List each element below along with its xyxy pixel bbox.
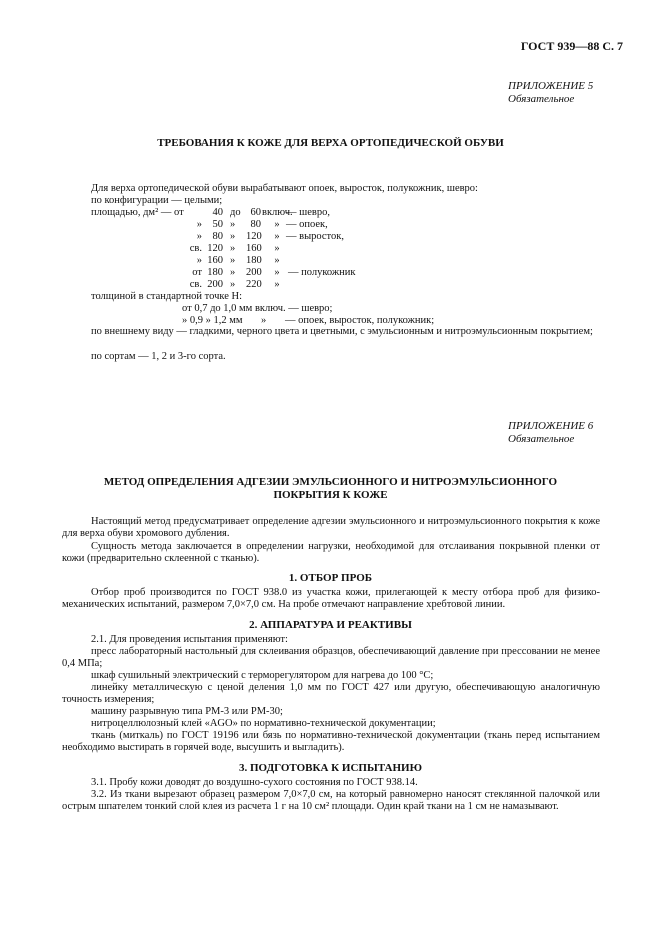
section-3-title: 3. ПОДГОТОВКА К ИСПЫТАНИЮ <box>239 762 422 774</box>
area-row-5-prefix: » <box>196 255 202 266</box>
method-paragraph-2: Сущность метода заключается в определении нагрузки, необходимой для отслаивания покрывной пленки от кожи (предварительно склеенной с тканью). <box>62 541 600 565</box>
area-row-6-to: 200 <box>246 267 262 278</box>
section-2-title: 2. АППАРАТУРА И РЕАКТИВЫ <box>249 619 412 631</box>
area-row-7-suffix: » <box>274 279 280 290</box>
area-row-2-to: 80 <box>250 219 261 230</box>
grades-line: по сортам — 1, 2 и 3-го сорта. <box>91 351 226 362</box>
area-row-6-from: 180 <box>207 267 223 278</box>
area-row-3-from: 80 <box>212 231 223 242</box>
area-row-5-sep: » <box>230 255 236 266</box>
area-row-6-sep: » <box>230 267 236 278</box>
area-row-2-from: 50 <box>212 219 223 230</box>
area-label: площадью, дм² — от <box>91 207 184 218</box>
area-row-6-suffix: » <box>274 267 280 278</box>
area-row-4-to: 160 <box>246 243 262 254</box>
area-row-2-suffix: » <box>274 219 280 230</box>
area-row-5-suffix: » <box>274 255 280 266</box>
section-2-ruler: линейку металлическую с ценой деления 1,0 мм по ГОСТ 427 или другую, обеспечивающую аналогичную точность измерения; <box>62 682 600 706</box>
area-row-3-sep: » <box>230 231 236 242</box>
section-2-fabric: ткань (миткаль) по ГОСТ 19196 или бязь по нормативно-технической документации (ткань перед испытанием необходимо выстирать в горячей воде, высушить и выгладить). <box>62 730 600 754</box>
area-row-3-result: — выросток, <box>286 231 344 242</box>
method-paragraph-1: Настоящий метод предусматривает определение адгезии эмульсионного и нитроэмульсионного покрытия к коже для верха обуви хромового дубления. <box>62 516 600 540</box>
area-row-1-result: — шевро, <box>286 207 330 218</box>
appendix-6-title-line-2: ПОКРЫТИЯ К КОЖЕ <box>273 489 388 501</box>
area-row-1-suffix: включ. <box>262 207 293 218</box>
thickness-row-1: от 0,7 до 1,0 мм включ. — шевро; <box>182 303 333 314</box>
area-row-1-from: 40 <box>212 207 223 218</box>
appendix-5-status: Обязательное <box>508 93 575 105</box>
thickness-row-2-result: — опоек, выросток, полукожник; <box>285 315 435 326</box>
area-row-1-to: 60 <box>250 207 261 218</box>
area-row-6-result: — полукожник <box>288 267 356 278</box>
appearance-paragraph: по внешнему виду — гладкими, черного цвета и цветными, с эмульсионным и нитроэмульсионным покрытием; <box>91 326 593 337</box>
area-row-3-to: 120 <box>246 231 262 242</box>
section-1-text: Отбор проб производится по ГОСТ 938.0 из участка кожи, прилегающей к месту отбора проб для физико-механических испытаний, размером 7,0×7,0 см. На пробе отмечают направление хребтовой линии. <box>62 587 600 611</box>
page-header: ГОСТ 939—88 С. 7 <box>520 39 623 53</box>
section-2-machine: машину разрывную типа РМ-3 или РМ-30; <box>91 706 283 717</box>
area-row-2-prefix: » <box>196 219 202 230</box>
area-row-7-sep: » <box>230 279 236 290</box>
appendix-5-label: ПРИЛОЖЕНИЕ 5 <box>508 80 594 92</box>
area-row-5-to: 180 <box>246 255 262 266</box>
section-2-1: 2.1. Для проведения испытания применяют: <box>91 634 288 645</box>
area-row-1-sep: до <box>230 207 241 218</box>
section-2-oven: шкаф сушильный электрический с терморегулятором для нагрева до 100 °С; <box>91 670 434 681</box>
area-row-4-suffix: » <box>274 243 280 254</box>
thickness-row-2-ditto: » <box>261 315 267 326</box>
section-3-2: 3.2. Из ткани вырезают образец размером 7,0×7,0 см, на который равномерно наносят стеклянной палочкой или острым шпателем тонкий слой клея из расчета 1 г на 10 см² площади. Один край ткани на 1 см не намазывают. <box>62 789 600 813</box>
area-row-5-from: 160 <box>207 255 223 266</box>
area-row-3-prefix: » <box>196 231 202 242</box>
section-2-press: пресс лабораторный настольный для склеивания образцов, обеспечивающий давление при прессовании не менее 0,4 МПа; <box>62 646 600 670</box>
config-line: по конфигурации — целыми; <box>91 195 223 206</box>
area-row-7-from: 200 <box>207 279 223 290</box>
area-row-4-from: 120 <box>207 243 223 254</box>
appendix-5-title: ТРЕБОВАНИЯ К КОЖЕ ДЛЯ ВЕРХА ОРТОПЕДИЧЕСКОЙ ОБУВИ <box>157 137 504 149</box>
appendix-6-label: ПРИЛОЖЕНИЕ 6 <box>508 420 594 432</box>
area-row-4-sep: » <box>230 243 236 254</box>
section-2-glue: нитроцеллюлозный клей «AGO» по нормативно-технической документации; <box>91 718 436 729</box>
area-row-2-result: — опоек, <box>286 219 328 230</box>
area-row-7-prefix: св. <box>189 279 202 290</box>
area-row-6-prefix: от <box>192 267 202 278</box>
appendix-5-intro: Для верха ортопедической обуви вырабатывают опоек, выросток, полукожник, шевро: <box>91 183 478 194</box>
appendix-6-status: Обязательное <box>508 433 575 445</box>
area-row-4-prefix: св. <box>189 243 202 254</box>
area-row-3-suffix: » <box>274 231 280 242</box>
appendix-6-title-line-1: МЕТОД ОПРЕДЕЛЕНИЯ АДГЕЗИИ ЭМУЛЬСИОННОГО И НИТРОЭМУЛЬСИОННОГО <box>103 476 558 488</box>
section-1-title: 1. ОТБОР ПРОБ <box>288 572 373 584</box>
thickness-label: толщиной в стандартной точке Н: <box>91 291 243 302</box>
section-3-1: 3.1. Пробу кожи доводят до воздушно-сухого состояния по ГОСТ 938.14. <box>91 777 418 788</box>
area-row-2-sep: » <box>230 219 236 230</box>
area-row-7-to: 220 <box>246 279 262 290</box>
thickness-row-2-range: » 0,9 » 1,2 мм <box>182 315 243 326</box>
